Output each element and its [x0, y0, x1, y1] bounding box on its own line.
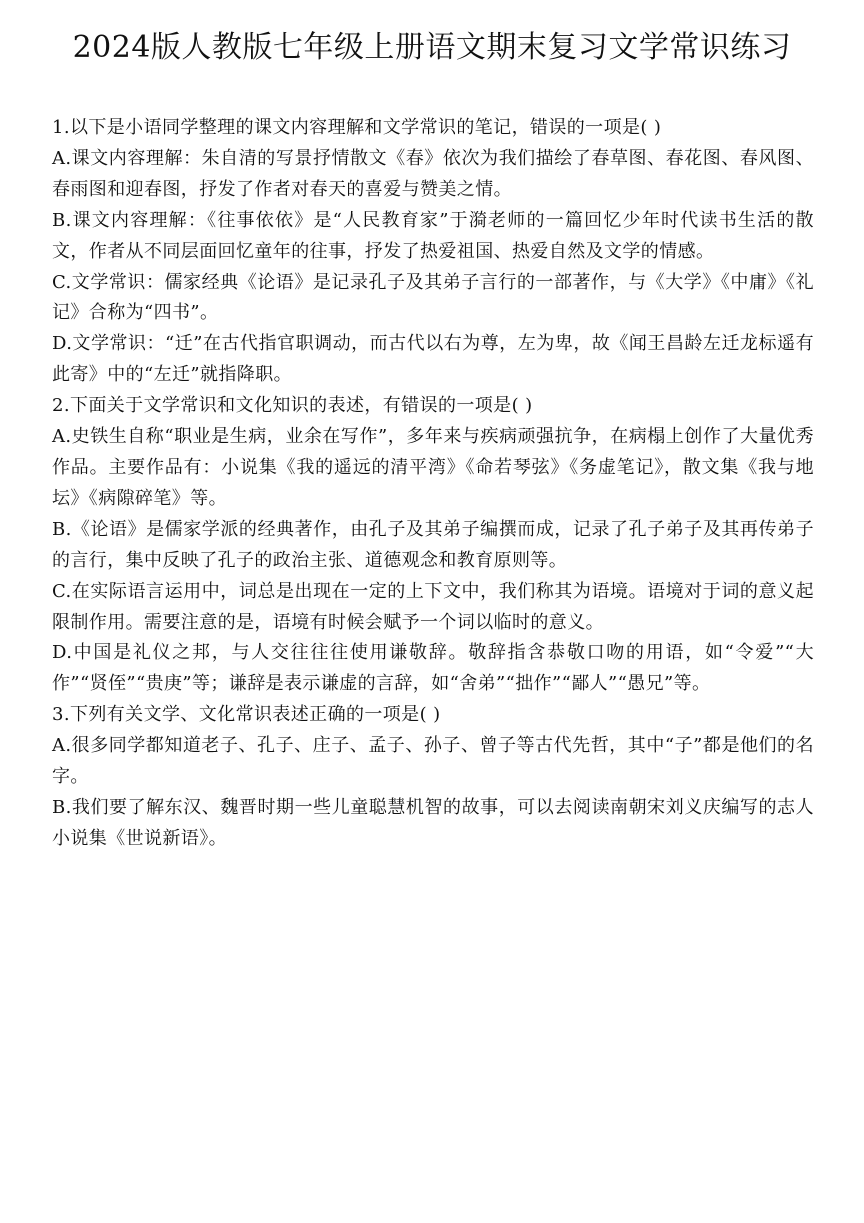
question-1-stem: 1.以下是小语同学整理的课文内容理解和文学常识的笔记，错误的一项是( ) [52, 117, 662, 138]
question-2-option-b: B.《论语》是儒家学派的经典著作，由孔子及其弟子编撰而成，记录了孔子弟子及其再传弟子的言行，集中反映了孔子的政治主张、道德观念和教育原则等。 [52, 518, 814, 571]
question-2-option-d: D.中国是礼仪之邦，与人交往往往使用谦敬辞。敬辞指含恭敬口吻的用语，如“令爱”“大作”“贤侄”“贵庚”等；谦辞是表示谦虚的言辞，如“舍弟”“拙作”“鄙人”“愚兄”等。 [52, 642, 814, 695]
question-3-stem: 3.下列有关文学、文化常识表述正确的一项是( ) [52, 704, 441, 726]
question-3-option-b: B.我们要了解东汉、魏晋时期一些儿童聪慧机智的故事，可以去阅读南朝宋刘义庆编写的志人小说集《世说新语》。 [52, 796, 814, 849]
question-1-option-c: C.文学常识：儒家经典《论语》是记录孔子及其弟子言行的一部著作，与《大学》《中庸》《礼记》合称为“四书”。 [52, 271, 814, 324]
question-2-option-a: A.史铁生自称“职业是生病，业余在写作”，多年来与疾病顽强抗争，在病榻上创作了大量优秀作品。主要作品有：小说集《我的遥远的清平湾》《命若琴弦》《务虚笔记》，散文集《我与地坛》《病隙碎笔》等。 [52, 426, 814, 509]
document-body [52, 113, 814, 855]
question-2-option-c: C.在实际语言运用中，词总是出现在一定的上下文中，我们称其为语境。语境对于词的意义起限制作用。需要注意的是，语境有时候会赋予一个词以临时的意义。 [52, 580, 814, 633]
question-1-option-d: D.文学常识：“迁”在古代指官职调动，而古代以右为尊，左为卑，故《闻王昌龄左迁龙标遥有此寄》中的“左迁”就指降职。 [52, 333, 814, 386]
question-1-option-b: B.课文内容理解：《往事依依》是“人民教育家”于漪老师的一篇回忆少年时代读书生活的散文，作者从不同层面回忆童年的往事，抒发了热爱祖国、热爱自然及文学的情感。 [52, 209, 814, 262]
question-3-option-a: A.很多同学都知道老子、孔子、庄子、孟子、孙子、曾子等古代先哲，其中“子”都是他们的名字。 [52, 735, 814, 788]
document-title: 2024版人教版七年级上册语文期末复习文学常识练习 [72, 30, 792, 65]
question-2-stem: 2.下面关于文学常识和文化知识的表述，有错误的一项是( ) [52, 395, 533, 417]
question-1-option-a: A.课文内容理解：朱自清的写景抒情散文《春》依次为我们描绘了春草图、春花图、春风图、春雨图和迎春图，抒发了作者对春天的喜爱与赞美之情。 [52, 147, 814, 200]
